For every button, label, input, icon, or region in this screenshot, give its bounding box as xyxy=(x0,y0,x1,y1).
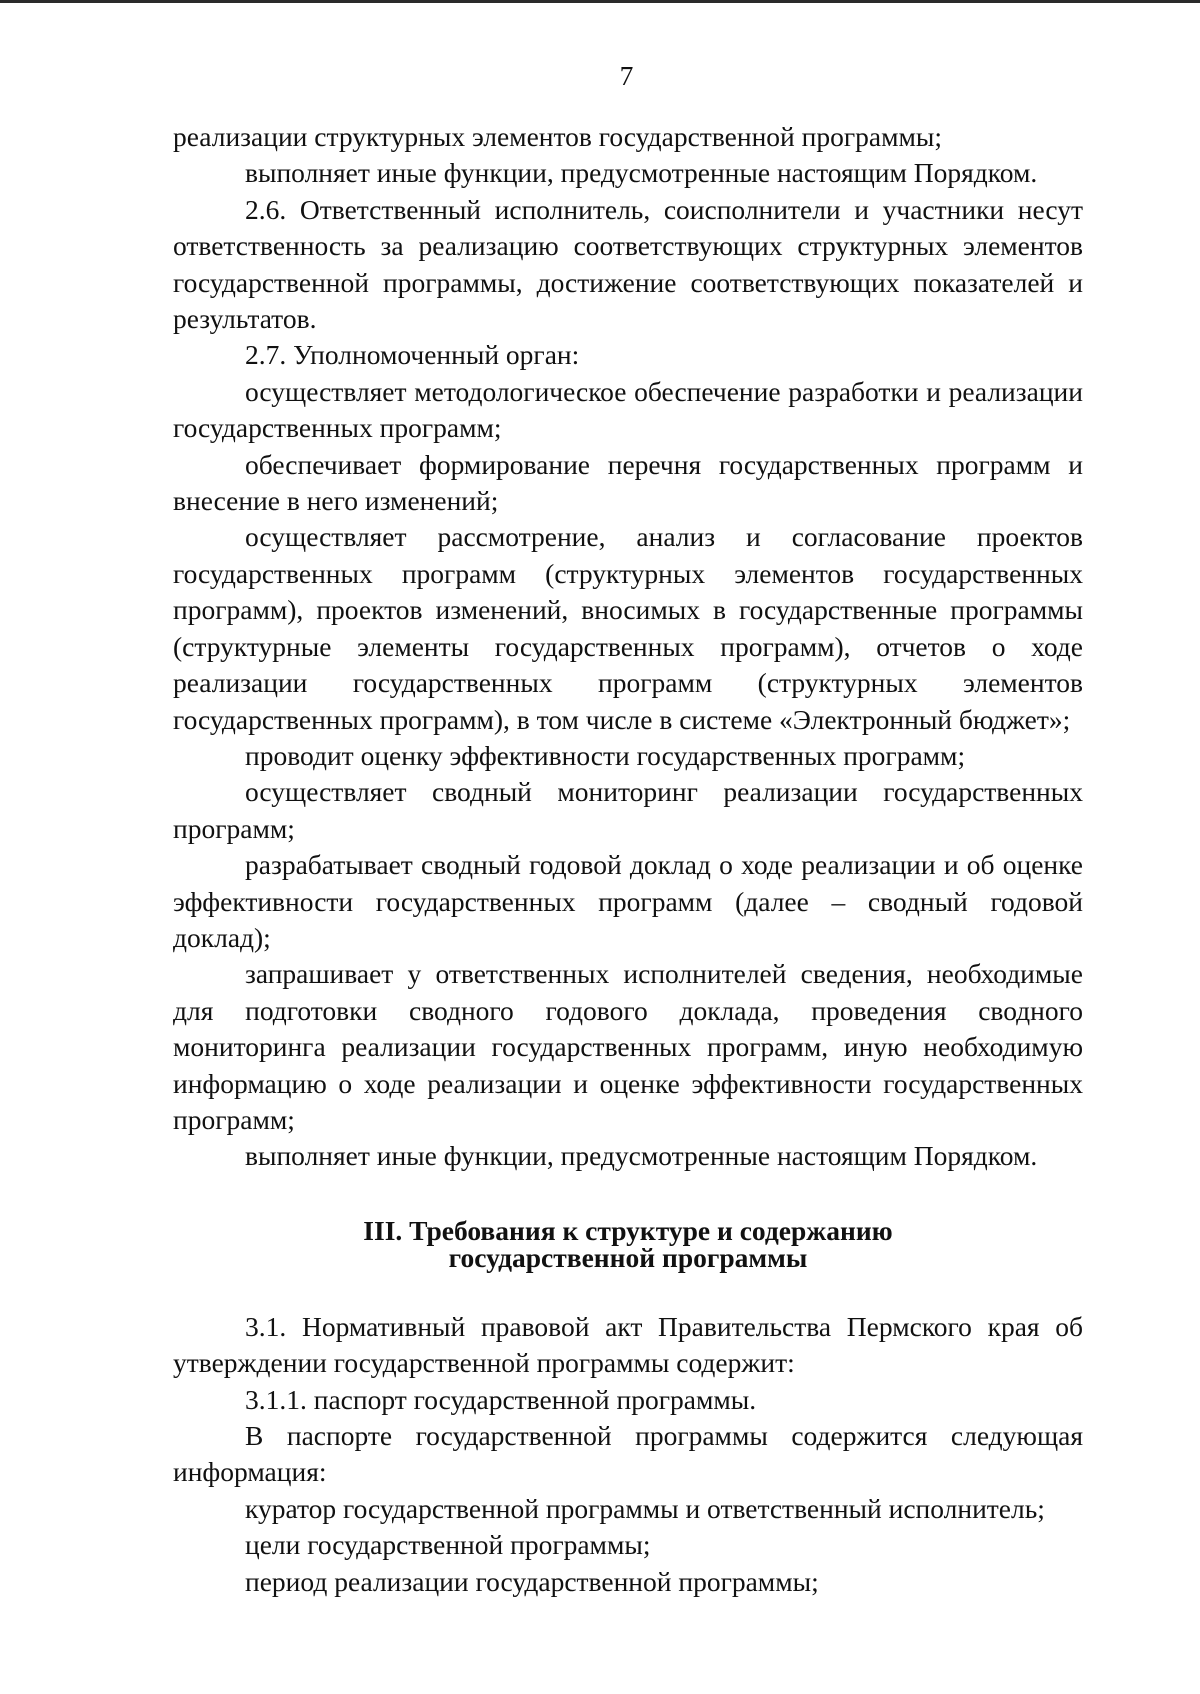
page-number: 7 xyxy=(619,60,634,91)
paragraph: 3.1. Нормативный правовой акт Правительства Пермского края об утверждении государственной программы содержит: xyxy=(173,1310,1083,1379)
section-heading xyxy=(173,1214,1083,1273)
paragraph: проводит оценку эффективности государственных программ; xyxy=(245,739,966,771)
paragraph: обеспечивает формирование перечня государственных программ и внесение в него изменений; xyxy=(173,448,1083,517)
paragraph: период реализации государственной программы; xyxy=(245,1565,819,1597)
paragraph: разрабатывает сводный годовой доклад о ходе реализации и об оценке эффективности государственных программ (далее – сводный годовой доклад); xyxy=(173,849,1083,953)
paragraph: осуществляет рассмотрение, анализ и согласование проектов государственных программ (структурных элементов государственных программ), проектов изменений, вносимых в государственные программы (структурные элементы государственных программ), отчетов о ходе реализации государственных программ (структурных элементов государственных программ), в том числе в системе «Электронный бюджет»; xyxy=(173,521,1083,735)
scan-edge xyxy=(0,0,1200,3)
paragraph: осуществляет сводный мониторинг реализации государственных программ; xyxy=(173,776,1083,844)
section-heading-line: III. Требования к структуре и содержанию xyxy=(363,1214,893,1246)
paragraph: выполняет иные функции, предусмотренные настоящим Порядком. xyxy=(245,1140,1038,1172)
paragraph: 3.1.1. паспорт государственной программы. xyxy=(245,1383,757,1415)
paragraph: В паспорте государственной программы содержится следующая информация: xyxy=(173,1420,1083,1488)
paragraph: выполняет иные функции, предусмотренные настоящим Порядком. xyxy=(245,157,1038,189)
paragraph: осуществляет методологическое обеспечение разработки и реализации государственных программ; xyxy=(173,375,1083,444)
paragraph: куратор государственной программы и ответственный исполнитель; xyxy=(245,1492,1045,1524)
paragraph: 2.6. Ответственный исполнитель, соисполнители и участники несут ответственность за реализацию соответствующих структурных элементов государственной программы, достижение соответствующих показателей и результатов. xyxy=(173,193,1083,335)
section-heading-line: государственной программы xyxy=(448,1241,808,1273)
paragraph: реализации структурных элементов государственной программы; xyxy=(173,121,943,152)
document-body xyxy=(173,119,1083,1600)
paragraph: запрашивает у ответственных исполнителей сведения, необходимые для подготовки сводного годового доклада, проведения сводного мониторинга реализации государственных программ, иную необходимую информацию о ходе реализации и оценке эффективности государственных программ; xyxy=(173,958,1083,1135)
paragraph: 2.7. Уполномоченный орган: xyxy=(245,339,580,371)
paragraph: цели государственной программы; xyxy=(245,1529,651,1561)
